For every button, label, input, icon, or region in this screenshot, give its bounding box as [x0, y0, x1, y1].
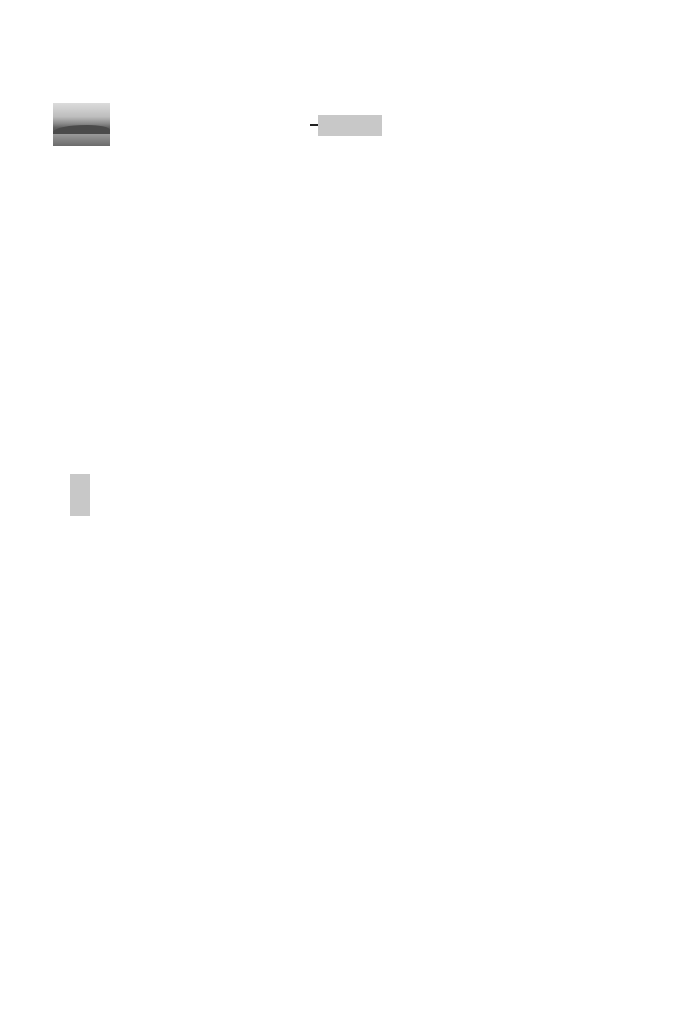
section-label: [318, 115, 382, 136]
header-landscape-photo: [53, 103, 110, 146]
side-ornament-border: [72, 146, 86, 472]
photo-lake: [53, 134, 110, 146]
side-category-tab: [70, 474, 90, 516]
header-rule: [310, 124, 318, 126]
header-ornament-border: [110, 118, 310, 132]
